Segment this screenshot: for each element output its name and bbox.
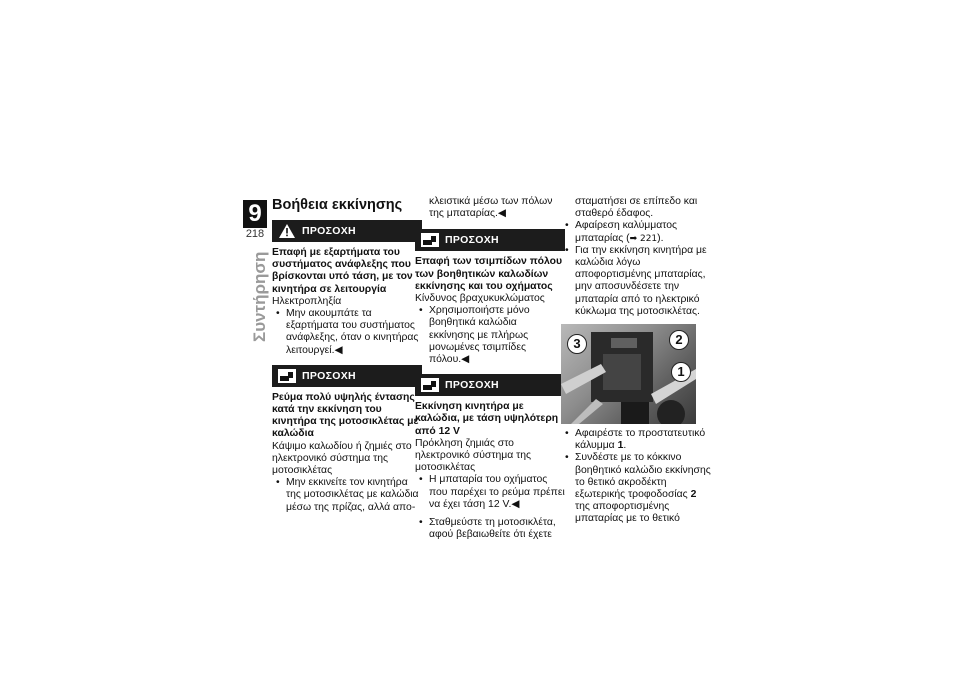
step-text: της αποφορτισμένης μπαταρίας με το θετικό: [575, 501, 680, 525]
step-text: .: [623, 440, 627, 452]
battery-photo: [561, 324, 696, 424]
continued-text: σταματήσει σε επίπεδο και σταθερό έδαφος.: [575, 196, 698, 220]
motorcycle-warning-icon: [419, 374, 441, 396]
warning-box: [272, 220, 422, 242]
list-item: [561, 452, 711, 525]
step-text: Αφαιρέστε το προστατευτικό κάλυμμα: [575, 428, 706, 452]
list-item: • Χρησιμοποιήστε μόνο βοηθητικά καλώδια εκκίνησης με πλήρως μονωμένες τσιμπίδες πόλου.◀: [415, 305, 565, 366]
warning-label: ΠΡΟΣΟΧΗ: [445, 379, 499, 392]
column-2: [415, 196, 565, 541]
item-number: 2: [690, 489, 697, 501]
warning-box: [415, 374, 565, 396]
continued-text: κλειστικά μέσω των πόλων της μπαταρίας.◀: [429, 196, 553, 220]
list-item: • Μην εκκινείτε τον κινητήρα της μοτοσικλέτας με καλώδια μέσω της πρίζας, αλλά απο-: [272, 477, 422, 514]
chapter-side-title: Συντήρηση: [250, 251, 269, 342]
step-text: Συνδέστε με το κόκκινο βοηθητικό καλώδιο εκκίνησης το θετικό ακροδέκτη εξωτερικής τροφοδοσίας: [575, 452, 711, 501]
warning-triangle-icon: [276, 220, 298, 242]
column-1: [272, 196, 422, 514]
item-number: 1: [617, 440, 624, 452]
warning-box: [415, 229, 565, 251]
motorcycle-warning-icon: [276, 365, 298, 387]
page-reference: ➡ 221: [629, 233, 658, 244]
warning-label: ΠΡΟΣΟΧΗ: [302, 224, 356, 237]
step-text: ).: [657, 232, 664, 244]
callout-3: 3: [567, 334, 587, 354]
callout-1: 1: [671, 362, 691, 382]
warning-heading: Εκκίνηση κινητήρα με καλώδια, με τάση υψηλότερη από 12 V: [415, 401, 559, 437]
warning-text: Πρόκληση ζημιάς στο ηλεκτρονικό σύστημα της μοτοσικλέτας: [415, 437, 531, 474]
list-item: • Για την εκκίνηση κινητήρα με καλώδια λόγω αποφορτισμένης μπαταρίας, μην αποσυνδέσετε την μπαταρία από το ηλεκτρικό κύκλωμα της μοτοσικλέτας.: [561, 245, 711, 318]
warning-label: ΠΡΟΣΟΧΗ: [302, 369, 356, 382]
chapter-number: 9: [243, 200, 267, 228]
page-number: 218: [245, 228, 265, 240]
warning-text: Κάψιμο καλωδίου ή ζημιές στο ηλεκτρονικό σύστημα της μοτοσικλέτας: [272, 440, 412, 477]
list-item: • Η μπαταρία του οχήματος που παρέχει το ρεύμα πρέπει να έχει τάση 12 V.◀: [415, 474, 565, 511]
warning-heading: Ρεύμα πολύ υψηλής έντασης κατά την εκκίνηση του κινητήρα της μοτοσικλέτας με καλώδια: [272, 391, 419, 440]
list-item: [561, 220, 711, 244]
callout-2: 2: [669, 330, 689, 350]
warning-box: [272, 365, 422, 387]
warning-subhead: Ηλεκτροπληξία: [272, 295, 342, 307]
motorcycle-warning-icon: [419, 229, 441, 251]
warning-subhead: Κίνδυνος βραχυκυκλώματος: [415, 293, 545, 305]
list-item: • Σταθμεύστε τη μοτοσικλέτα, αφού βεβαιωθείτε ότι έχετε: [415, 517, 565, 541]
section-title: Βοήθεια εκκίνησης: [272, 197, 403, 213]
list-item: • Μην ακουμπάτε τα εξαρτήματα του συστήματος ανάφλεξης, όταν ο κινητήρας λειτουργεί.◀: [272, 308, 422, 357]
column-3: [561, 196, 711, 526]
warning-heading: Επαφή με εξαρτήματα του συστήματος ανάφλεξης που βρίσκονται υπό τάση, με τον κινητήρα σε λειτουργία: [272, 247, 413, 295]
list-item: [561, 428, 711, 452]
warning-heading: Επαφή των τσιμπίδων πόλου των βοηθητικών καλωδίων εκκίνησης και του οχήματος: [415, 256, 563, 292]
step-text: Αφαίρεση καλύμματος μπαταρίας (: [575, 220, 678, 244]
warning-label: ΠΡΟΣΟΧΗ: [445, 234, 499, 247]
